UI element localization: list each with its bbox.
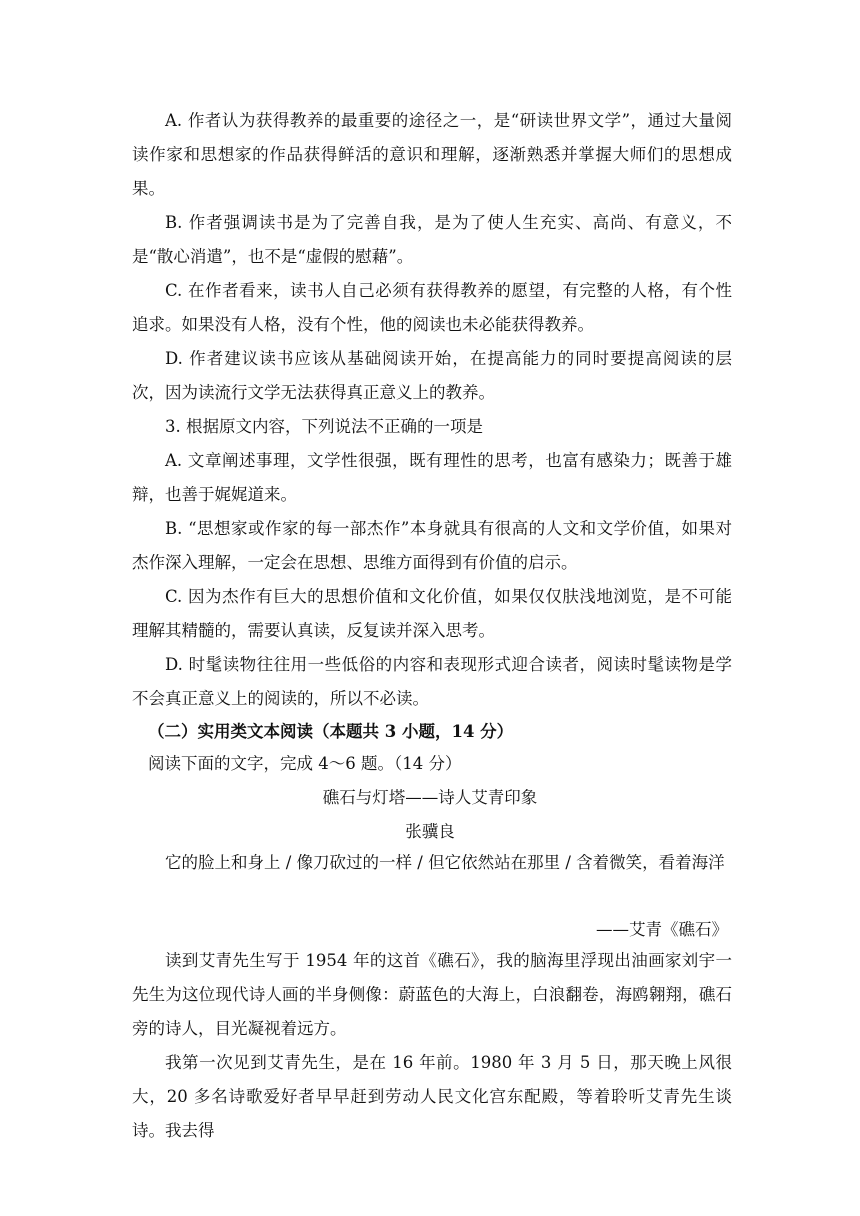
q3-option-a: A. 文章阐述事理，文学性很强，既有理性的思考，也富有感染力；既善于雄辩，也善于娓娓道来。 — [132, 451, 732, 504]
section-heading: （二）实用类文本阅读（本题共 3 小题，14 分） — [148, 722, 514, 741]
section-instruction: 阅读下面的文字，完成 4～6 题。（14 分） — [148, 754, 462, 773]
q2-option-d: D. 作者建议读书应该从基础阅读开始，在提高能力的同时要提高阅读的层次，因为读流行文学无法获得真正意义上的教养。 — [132, 349, 732, 402]
q2-option-a: A. 作者认为获得教养的最重要的途径之一，是“研读世界文学”，通过大量阅读作家和思想家的作品获得鲜活的意识和理解，逐渐熟悉并掌握大师们的思想成果。 — [132, 111, 732, 198]
q3-option-c: C. 因为杰作有巨大的思想价值和文化价值，如果仅仅肤浅地浏览，是不可能理解其精髓的，需要认真读，反复读并深入思考。 — [132, 587, 732, 640]
q2-option-b: B. 作者强调读书是为了完善自我，是为了使人生充实、高尚、有意义，不是“散心消遣”，也不是“虚假的慰藉”。 — [132, 213, 732, 266]
q3-stem: 3. 根据原文内容，下列说法不正确的一项是 — [165, 417, 483, 436]
article-title: 礁石与灯塔——诗人艾青印象 — [322, 788, 538, 807]
epigraph: 它的脸上和身上 / 像刀砍过的一样 / 但它依然站在那里 / 含着微笑，看着海洋 — [165, 853, 725, 872]
q3-option-b: B. “思想家或作家的每一部杰作”本身就具有很高的人文和文学价值，如果对杰作深入理解，一定会在思想、思维方面得到有价值的启示。 — [132, 519, 732, 572]
epigraph-source: ——艾青《礁石》 — [596, 920, 728, 939]
q3-option-d: D. 时髦读物往往用一些低俗的内容和表现形式迎合读者，阅读时髦读物是学不会真正意义上的阅读的，所以不必读。 — [132, 655, 732, 708]
body-paragraph-2: 我第一次见到艾青先生，是在 16 年前。1980 年 3 月 5 日，那天晚上风很大，20 多名诗歌爱好者早早赶到劳动人民文化宫东配殿，等着聆听艾青先生谈诗。我去得 — [132, 1053, 732, 1140]
q2-option-c: C. 在作者看来，读书人自己必须有获得教养的愿望，有完整的人格，有个性追求。如果没有人格，没有个性，他的阅读也未必能获得教养。 — [132, 281, 732, 334]
article-author: 张骥良 — [405, 822, 455, 841]
body-paragraph-1: 读到艾青先生写于 1954 年的这首《礁石》，我的脑海里浮现出油画家刘宇一先生为这位现代诗人画的半身侧像：蔚蓝色的大海上，白浪翻卷，海鸥翱翔，礁石旁的诗人，目光凝视着远方。 — [132, 951, 732, 1038]
